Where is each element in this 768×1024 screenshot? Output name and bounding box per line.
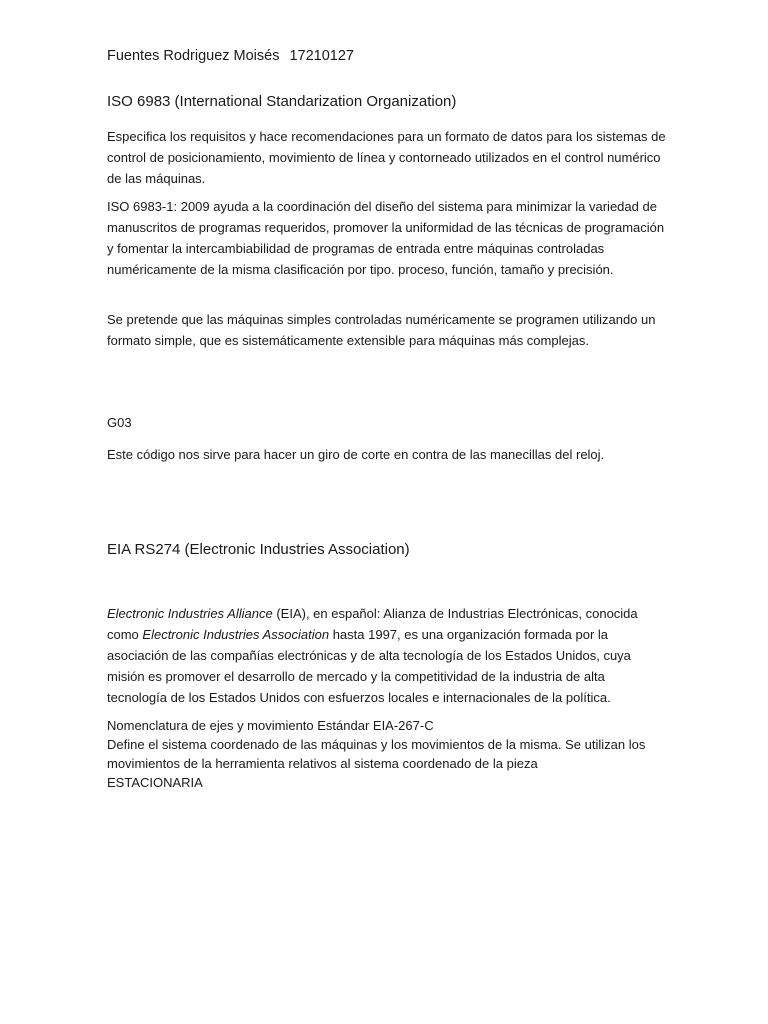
iso-paragraph-3: Se pretende que las máquinas simples controladas numéricamente se programen utilizando un formato simple, que es sistemáticamente extensible para máquinas más complejas. [107,312,656,348]
iso-heading: ISO 6983 (International Standarization Organization) [107,93,457,110]
author-id: 17210127 [289,48,354,64]
g03-description: Este código nos sirve para hacer un giro de corte en contra de las manecillas del reloj. [107,447,605,462]
g03-code: G03 [107,415,132,430]
eia-heading: EIA RS274 (Electronic Industries Association) [107,541,410,558]
nomenclature-last: ESTACIONARIA [107,775,203,790]
eia-paragraph-1: Electronic Industries Alliance (EIA), en español: Alianza de Industrias Electrónicas, conocida como Electronic Industries Association hasta 1997, es una organización formada por la asociación de las compañías electrónicas y de alta tecnología de los Estados Unidos, cuya misión es promover el desarrollo de mercado y la competitividad de la industria de alta tecnología de los Estados Unidos con esfuerzos locales e internacionales de la política. [107,606,638,705]
author-name: Fuentes Rodriguez Moisés [107,48,280,64]
nomenclature-title: Nomenclatura de ejes y movimiento Estándar EIA-267-C [107,718,434,733]
eia-nomenclature [107,716,667,792]
author-line [107,48,667,64]
eia-name-italic: Electronic Industries Alliance [107,606,273,621]
eia-former-name-italic: Electronic Industries Association [142,627,330,642]
nomenclature-text: Define el sistema coordenado de las máquinas y los movimientos de la misma. Se utilizan los movimientos de la herramienta relativos al sistema coordenado de la pieza [107,737,646,771]
iso-paragraph-2: ISO 6983-1: 2009 ayuda a la coordinación del diseño del sistema para minimizar la variedad de manuscritos de programas requeridos, promover la uniformidad de las técnicas de programación y fomentar la intercambiabilidad de programas de entrada entre máquinas controladas numéricamente de la misma clasificación por tipo. proceso, función, tamaño y precisión. [107,199,665,277]
iso-paragraph-1: Especifica los requisitos y hace recomendaciones para un formato de datos para los sistemas de control de posicionamiento, movimiento de línea y contorneado utilizados en el control numérico de las máquinas. [107,129,666,186]
